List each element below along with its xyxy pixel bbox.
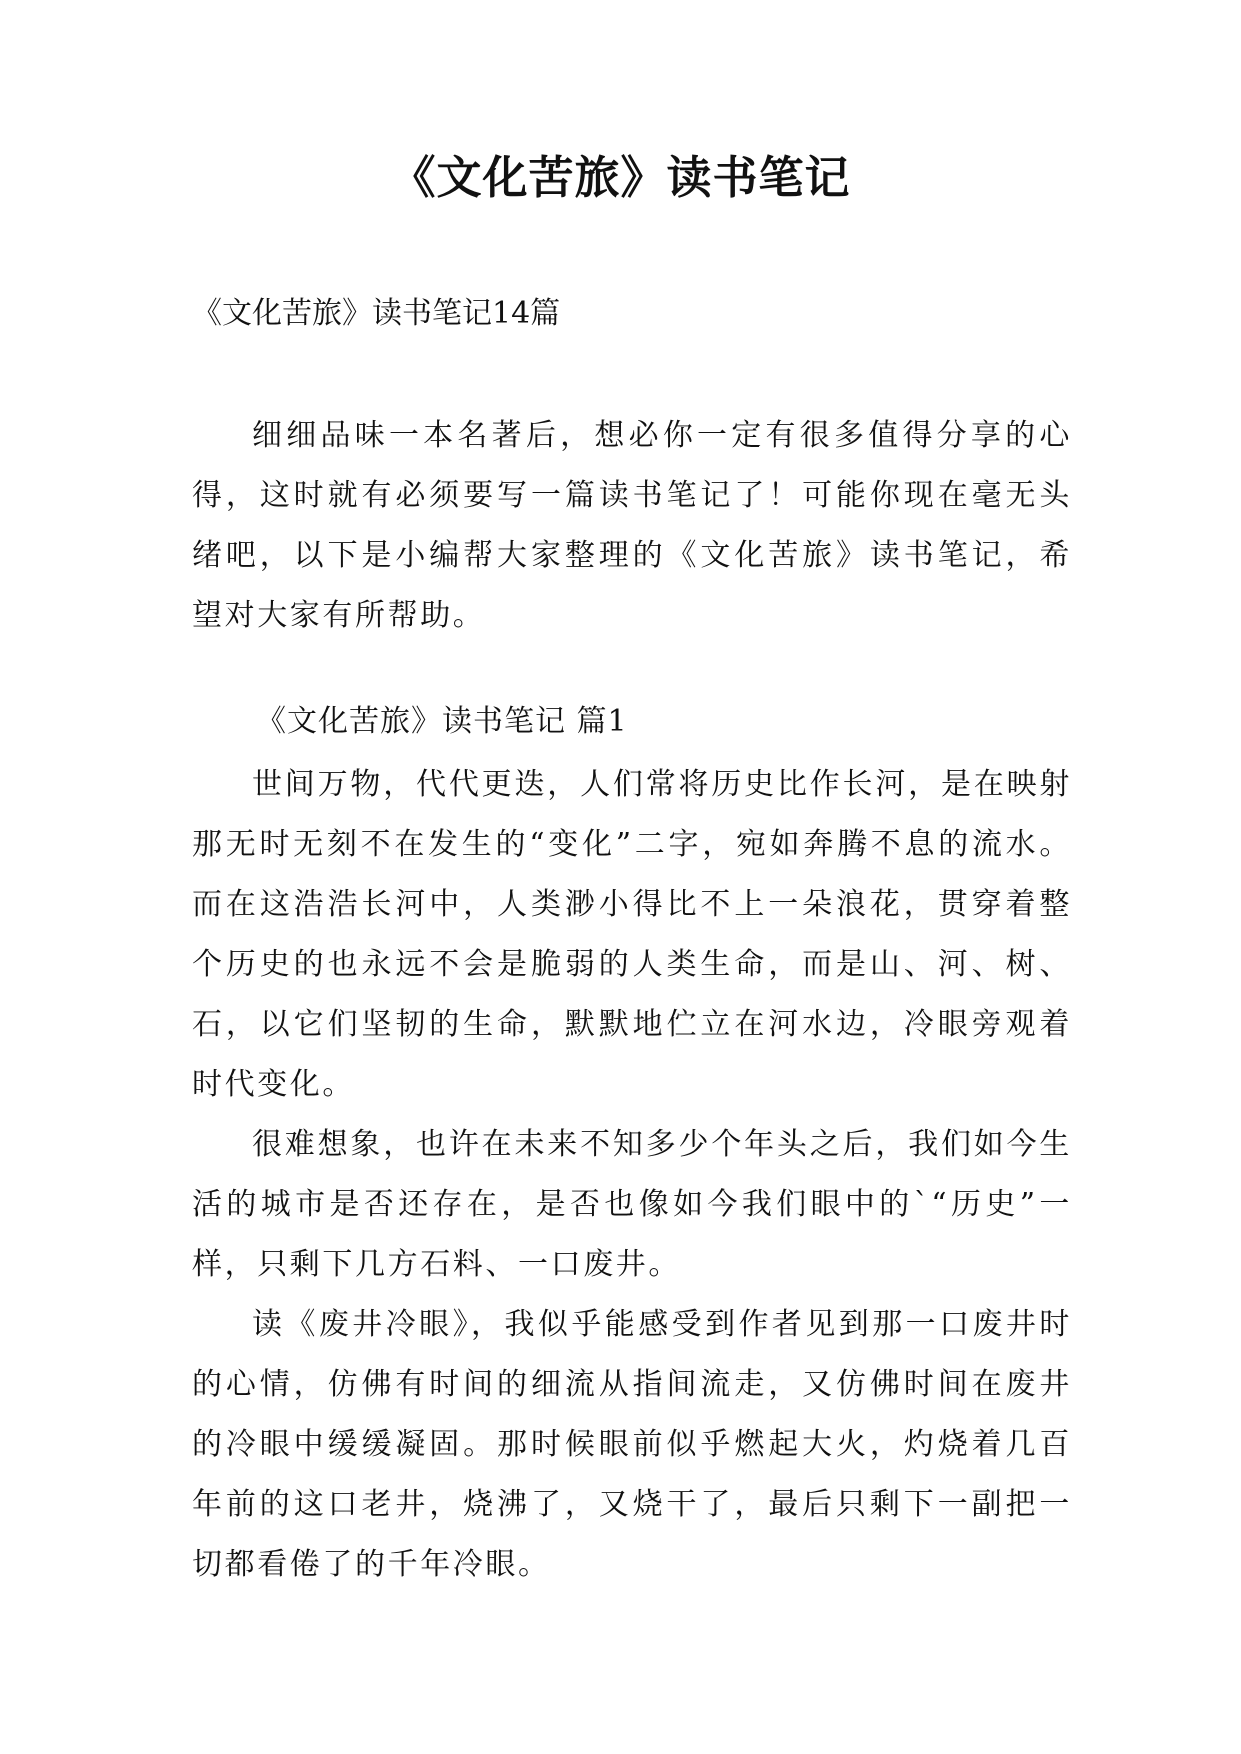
document-title: 《文化苦旅》读书笔记 [390,151,851,204]
body-paragraph-3: 读《废井冷眼》，我似乎能感受到作者见到那一口废井时的心情，仿佛有时间的细流从指间流走，又仿佛时间在废井的冷眼中缓缓凝固。那时候眼前似乎燃起大火，灼烧着几百年前的这口老井，烧沸了，又烧干了，最后只剩下一副把一切都看倦了的千年冷眼。 [192,1307,1072,1582]
intro-paragraph: 细细品味一本名著后，想必你一定有很多值得分享的心得，这时就有必须要写一篇读书笔记了！可能你现在毫无头绪吧，以下是小编帮大家整理的《文化苦旅》读书笔记，希望对大家有所帮助。 [192,418,1072,633]
body-paragraph-2: 很难想象，也许在未来不知多少个年头之后，我们如今生活的城市是否还存在，是否也像如今我们眼中的`“历史”一样，只剩下几方石料、一口废井。 [192,1127,1072,1282]
document-subtitle: 《文化苦旅》读书笔记14篇 [192,296,561,331]
body-block [192,755,1072,1595]
body-paragraph-1: 世间万物，代代更迭，人们常将历史比作长河，是在映射那无时无刻不在发生的“变化”二字，宛如奔腾不息的流水。而在这浩浩长河中，人类渺小得比不上一朵浪花，贯穿着整个历史的也永远不会是脆弱的人类生命，而是山、河、树、石，以它们坚韧的生命，默默地伫立在河水边，冷眼旁观着时代变化。 [192,767,1072,1102]
section-heading: 《文化苦旅》读书笔记 篇1 [256,704,628,739]
intro-block [192,406,1072,646]
